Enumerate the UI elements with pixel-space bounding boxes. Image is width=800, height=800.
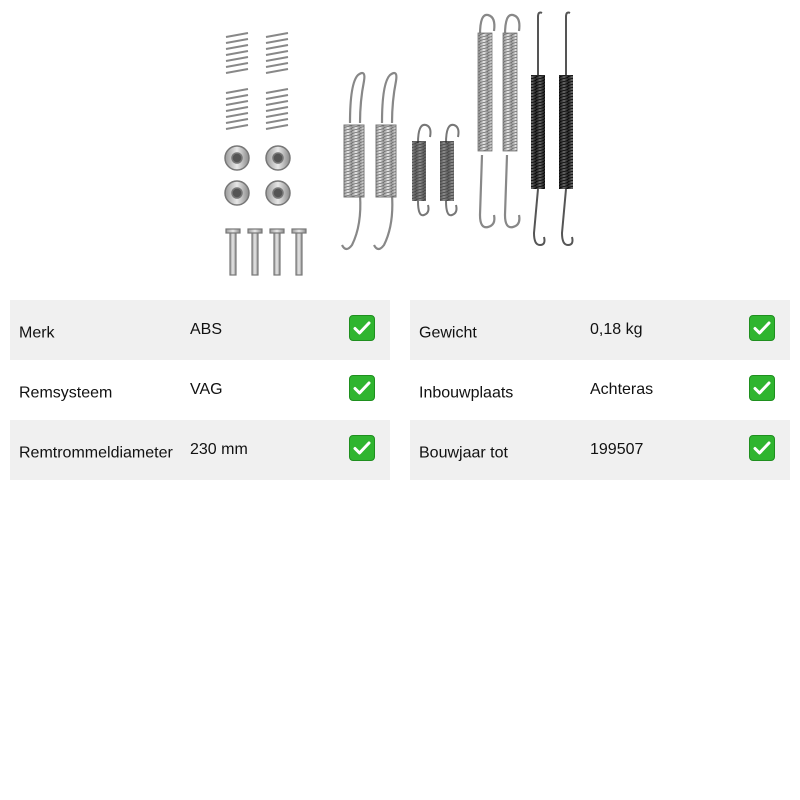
- spec-row-remsysteem: [10, 360, 390, 420]
- spec-value: 230 mm: [190, 441, 248, 458]
- check-mark-icon: [749, 435, 775, 461]
- spec-label: Gewicht: [419, 324, 477, 342]
- check-mark-icon: [349, 375, 375, 401]
- spec-label: Inbouwplaats: [419, 384, 514, 402]
- spec-label: Merk: [19, 324, 55, 342]
- spec-row-gewicht: [410, 300, 790, 360]
- check-mark-icon: [749, 315, 775, 341]
- spec-value: Achteras: [590, 381, 654, 398]
- spec-table-left: [10, 300, 390, 480]
- check-mark-icon: [349, 435, 375, 461]
- check-mark-icon: [349, 315, 375, 341]
- spec-row-inbouwplaats: [410, 360, 790, 420]
- spec-row-bouwjaar-tot: [410, 420, 790, 480]
- spec-label: Remsysteem: [19, 384, 113, 402]
- spec-value: 0,18 kg: [590, 321, 643, 338]
- spec-label: Bouwjaar tot: [419, 444, 508, 462]
- spec-table-right: [410, 300, 790, 480]
- brake-accessory-kit-image: [200, 5, 600, 285]
- spec-value: ABS: [190, 321, 223, 338]
- check-mark-icon: [749, 375, 775, 401]
- spec-value: VAG: [190, 381, 223, 398]
- spec-row-remtrommeldiameter: [10, 420, 390, 480]
- spec-row-merk: [10, 300, 390, 360]
- spec-label: Remtrommeldiameter: [19, 444, 173, 462]
- spec-value: 199507: [590, 441, 644, 458]
